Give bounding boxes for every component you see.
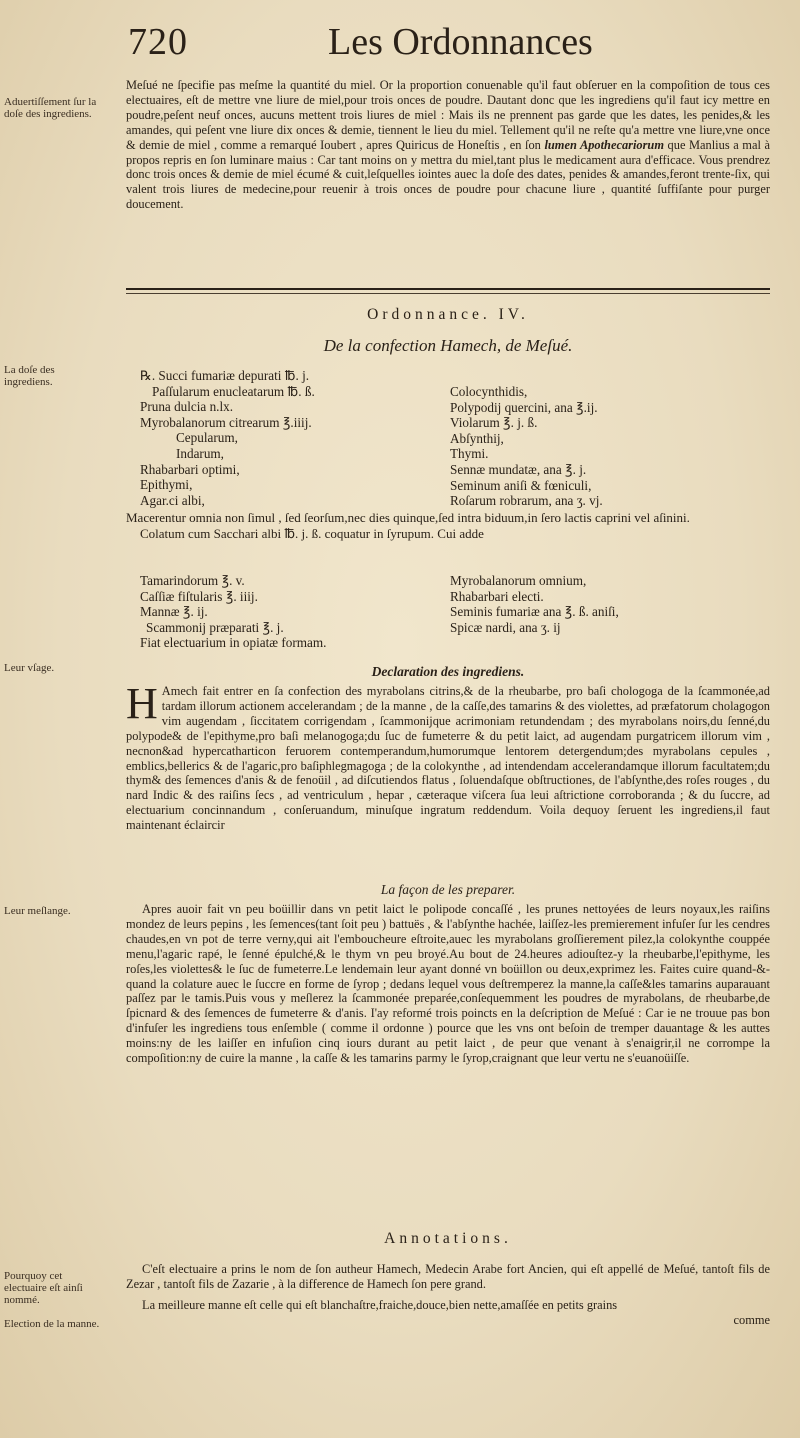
- recipe-item: Violarum ℥. j. ß.: [450, 415, 538, 431]
- preparation-section: [126, 902, 770, 1066]
- declaration-section: [126, 679, 770, 833]
- recipe-item: Pruna dulcia n.lx.: [140, 399, 234, 415]
- catchword: comme: [733, 1312, 770, 1327]
- recipe-item: Myrobalanorum citrearum ℥.iiij.: [140, 414, 312, 430]
- annotations-heading: Annotations.: [384, 1230, 512, 1247]
- annotation-paragraph: La meilleure manne eſt celle qui eſt blanchaſtre,fraiche,douce,bien nette,amaſſée en petits grains: [142, 1297, 618, 1312]
- recipe-item: Agar.ci albi,: [140, 492, 205, 508]
- maceration-text: Macerentur omnia non ſimul , ſed ſeorſum,nec dies quinque,ſed intra biduum,in ſero lactis caprini vel aſinini.: [126, 510, 690, 525]
- annotation-paragraph: C'eſt electuaire a prins le nom de ſon autheur Hamech, Medecin Arabe fort Ancien, qui eſt appellé de Meſué, tantoſt fils de Zezar , tantoſt fils de Zazarie , à la difference de Hamech ſon pere grand.: [126, 1262, 770, 1291]
- recipe-item: Roſarum robrarum, ana ʒ. vj.: [450, 493, 603, 509]
- section-divider: [126, 288, 770, 290]
- recipe-item: Sennæ mundatæ, ana ℥. j.: [450, 461, 587, 477]
- recipe-item: Polypodij quercini, ana ℥.ij.: [450, 399, 598, 415]
- recipe-item: Scammonij præparati ℥. j.: [146, 619, 284, 635]
- recipe-item: Tamarindorum ℥. v.: [140, 573, 245, 588]
- declaration-heading: Declaration des ingrediens.: [371, 664, 525, 679]
- maceration-section: [126, 510, 770, 541]
- annotations-section: [126, 1262, 770, 1328]
- recipe-item: Thymi.: [450, 446, 489, 462]
- declaration-text: Amech fait entrer en ſa confection des myrabolans citrins,& de la rheubarbe, pro baſi chologoga de la ſcammonée,ad tardam illorum actionem accelerandam ; de la manne , de la caſſe,des tamarins & des violettes, ad præfatorum cholagogon vim augendam , ſiccitatem corrigendam , ſcammonijque acrimoniam retundendam ; des myrabolans noirs,du ſenné,du polypode& de l'epithyme,pro baſi melanogoga;du ſuc de fumeterre & du petit laict, ad augendam purgatricem illorum vim , necnon&ad hypercatharticon feruorem contemperandum,humorumque lentorem detergendum;des myrabolans cepules , emblics,bellerics & de l'agaric,pro baſiphlegmagoga ; de la colokynthe , ad intendendam accelerandamque illorum facultatem;du thym& des ſemences d'anis & de fenoüil , ad diſcutiendos flatus , ſoluendaſque obſtructiones, de l'abſynthe,des roſes rouges , du nard Indic & des raiſins ſecs , ad ventriculum , hepar , cæteraque viſcera ſua leui aſtrictione corroboranda ; & du ſuccre, ad electuarium concinnandum , conſeruandum, minuſque ingratum reddendum. Voila dequoy ſeruent les ingrediens,il faut maintenant éclaircir: [126, 684, 770, 833]
- preparation-paragraph: Apres auoir fait vn peu boüillir dans vn petit laict le polipode concaſſé , les prunes nettoyées de leurs noyaux,les raiſins mondez de leurs pepins , les ſemences(tant ſoit peu ) battuës , & l'abſynthe hachée, laiſſez-les premierement infuſer ſur les cendres chaudes,en vn pot de terre verny,qui ait l'emboucheure eſtroite,auec les myrabolans groſſierement pilez,la colokynthe couppée menu,l'agaric rapé, le ſenné épulché,& le thym vn peu broyé.Au bout de 24.heures adiouſtez-y la rheubarbe,l'epithyme, les roſes,les violettes& le ſuc de fumeterre.Le lendemain leur ayant donné vn boüillon ou deux,exprimez les. Faites cuire quand-&-quand la colature auec le ſuccre en forme de ſyrop ; dedans lequel vous deſtremperez la manne,la caſſe&les tamarins auparauant paſſez par le tamis.Puis vous y meſlerez la ſcammonée preparée,conſequemment les poudres de myrabolans, de rheubarbe,de ſpicnard & des ſemences de fumeterre & d'anis. I'ay reformé trois poincts en la deſcription de Meſué : Car ie ne trouue pas bon d'infuſer les ingrediens tous enſemble ( comme il ordonne ) pource que les vns ont beſoin de tremper dauantage & les auttes moins:ny de les laiſſer en infuſion cinq iours durant au petit laict , de peur que venant à s'enaigrir,il ne corrompe la compoſition:ny de cuire la manne , la caſſe & les tamarins parmy le ſyrop,craignant que leur vertu ne s'euanoüiſſe.: [126, 902, 770, 1066]
- recipe-item: Cepularum,: [176, 430, 238, 446]
- recipe-item: Colocynthidis,: [450, 384, 528, 399]
- recipe-item: Epithymi,: [140, 477, 193, 493]
- recipe-item: Rhabarbari optimi,: [140, 461, 240, 477]
- recipe-item: ℞. Succi fumariæ depurati ℔. j.: [140, 368, 310, 383]
- intro-section: [126, 78, 770, 212]
- declaration-paragraph: [126, 679, 770, 833]
- margin-note-dose-warning: Aduertiſſement ſur la doſe des ingrediens.: [4, 96, 97, 120]
- recipe-right-column: [450, 384, 603, 509]
- ordonnance-heading: Ordonnance. IV.: [367, 306, 529, 323]
- preparation-heading: La façon de les preparer.: [380, 882, 516, 897]
- running-header: [128, 20, 768, 74]
- intro-text: Meſué ne ſpecifie pas meſme la quantité du miel. Or la proportion conuenable qu'il faut obſeruer en la compoſition de tous ces electuaires, eſt de mettre vne liure de miel,pour trois onces de poudre. Dautant donc que les ingrediens qu'il faut icy mettre en poudre,peſent neuf onces, aucuns mettent trois liures de miel : Mais ils ne prennent pas garde que les dates, les penides,& les amandes, qui peſent vne liure dix onces & demie, tiennent le lieu du miel. Tellement qu'il ne reſte qu'a mettre vne liure,vne once & demie de miel , comme a remarqué Ioubert , apres Quiricus de Honeſtis , en ſon: [126, 78, 770, 152]
- addition-right-column: [450, 573, 619, 635]
- drop-cap-letter: H: [126, 679, 158, 728]
- section-divider-thin: [126, 293, 770, 294]
- recipe-item: Indarum,: [176, 445, 224, 461]
- recipe-item: Mannæ ℥. ij.: [140, 604, 208, 620]
- recipe-item: Myrobalanorum omnium,: [450, 573, 587, 588]
- recipe-item: Seminum aniſi & fœniculi,: [450, 477, 592, 493]
- colatum-text: Colatum cum Sacchari albi ℔. j. ß. coquatur in ſyrupum. Cui adde: [140, 525, 484, 541]
- recipe-left-column: [140, 368, 315, 508]
- margin-note-mixing: Leur meſlange.: [4, 905, 71, 917]
- page-number: 720: [128, 21, 188, 63]
- recipe-item: Spicæ nardi, ana ʒ. ij: [450, 619, 561, 635]
- addition-left-column: [140, 573, 326, 651]
- intro-text-end: que Manlius a mal à propos repris en ſon luminare maius : Car tant moins on y mettra du miel,tant plus le medicament aura d'efficace. Vous prendrez donc trois onces & demie de miel écumé & cuit,leſquelles iointes auec la doſe des dates, penides & amandes,feront trente-ſix, qui valent trois liures de medecine,pour reuenir à trois onces de poudre pour chacune liure , quantité ſuffiſante pour purger doucement.: [126, 137, 770, 212]
- ordonnance-subtitle: De la confection Hamech, de Meſué.: [323, 336, 573, 355]
- recipe-item: Paſſularum enucleatarum ℔. ß.: [152, 383, 315, 399]
- intro-italic-title: lumen Apothecariorum: [544, 137, 664, 152]
- recipe-item: Abſynthij,: [450, 430, 504, 446]
- running-title: Les Ordonnances: [328, 21, 593, 63]
- recipe-item: Rhabarbari electi.: [450, 588, 544, 604]
- recipe-item: Caſſiæ fiſtularis ℥. iiij.: [140, 588, 258, 604]
- margin-note-dose: La doſe des ingrediens.: [4, 364, 55, 388]
- recipe-item: Seminis fumariæ ana ℥. ß. aniſi,: [450, 604, 619, 620]
- margin-note-usage: Leur vſage.: [4, 662, 55, 674]
- margin-note-manna-choice: Election de la manne.: [4, 1318, 100, 1330]
- margin-note-naming: Pourquoy cet electuaire eſt ainſi nommé.: [4, 1270, 83, 1306]
- intro-paragraph: [126, 78, 770, 212]
- recipe-fiat: Fiat electuarium in opiatæ formam.: [140, 635, 327, 651]
